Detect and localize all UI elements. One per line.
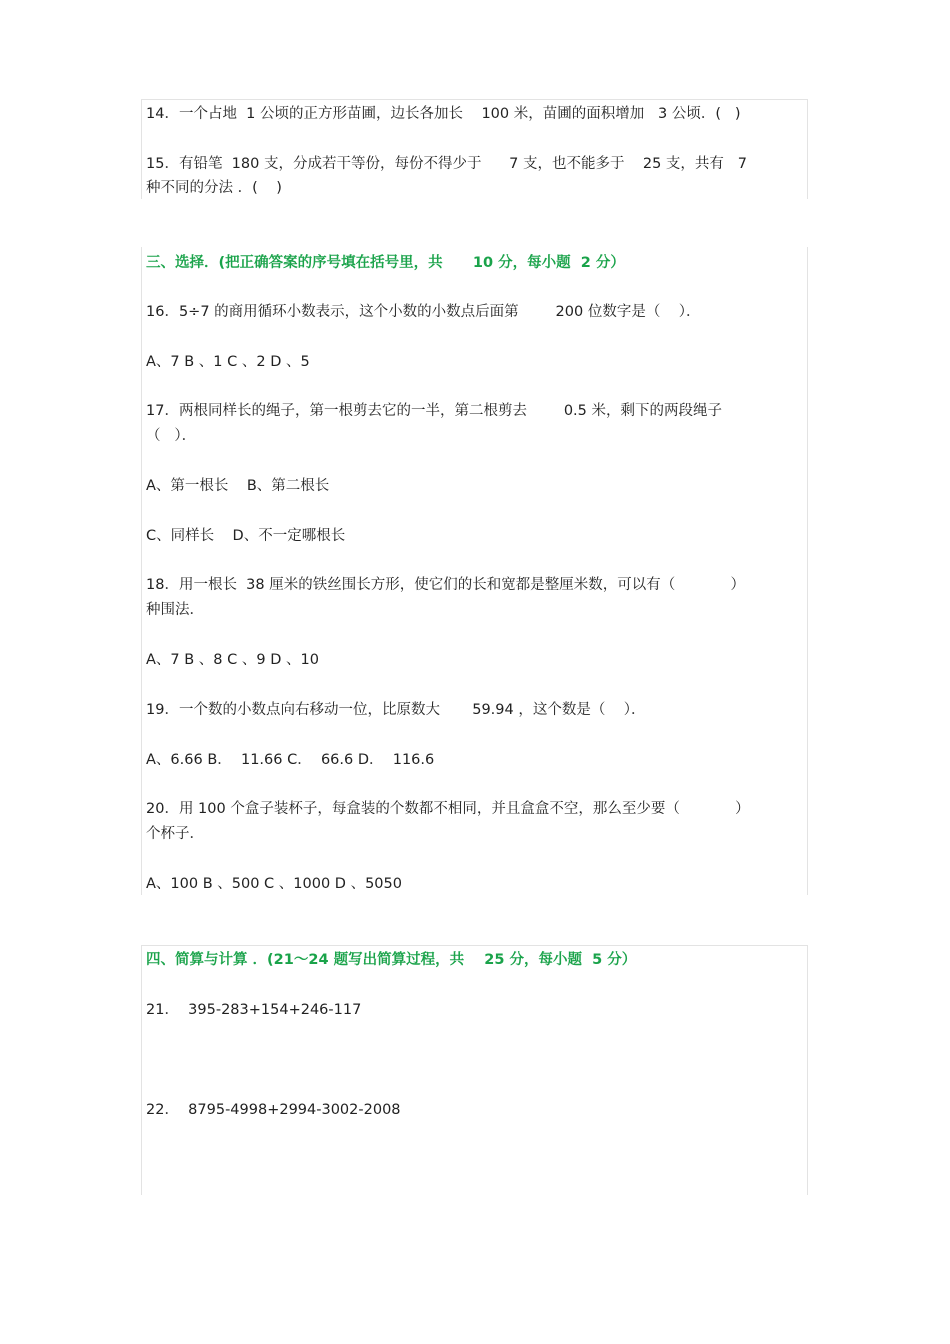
question-18-line-2: 种围法． <box>146 602 204 618</box>
question-18-options: A、7 B 、8 C 、9 D 、10 <box>146 652 319 668</box>
fill-questions-box <box>141 99 808 199</box>
question-17-options-1: A、第一根长 B、第二根长 <box>146 478 330 494</box>
question-17-line-1: 17．两根同样长的绳子，第一根剪去它的一半，第二根剪去 0.5 米，剩下的两段绳子 <box>146 403 722 419</box>
question-17-line-2: （ ）． <box>146 428 197 444</box>
question-14: 14．一个占地 1 公顷的正方形苗圃，边长各加长 100 米，苗圃的面积增加 3 公顷．( ) <box>146 106 741 122</box>
question-16: 16．5÷7 的商用循环小数表示，这个小数的小数点后面第 200 位数字是（ ）． <box>146 304 701 320</box>
question-17-options-2: C、同样长 D、不一定哪根长 <box>146 528 346 544</box>
question-21: 21． 395-283+154+246-117 <box>146 1002 362 1018</box>
question-20-options: A、100 B 、500 C 、1000 D 、5050 <box>146 876 402 892</box>
calc-section-heading: 四、简算与计算 ．(21～24 题写出简算过程，共 25 分，每小题 5 分） <box>146 952 637 968</box>
question-15-line-2: 种不同的分法 ．( ) <box>146 180 282 196</box>
question-15-line-1: 15．有铅笔 180 支，分成若干等份，每份不得少于 7 支，也不能多于 25 支，共有 7 <box>146 156 747 172</box>
question-20-line-2: 个杯子． <box>146 826 204 842</box>
question-20-line-1: 20．用 100 个盒子装杯子，每盒装的个数都不相同，并且盒盒不空，那么至少要（ ） <box>146 801 750 817</box>
choice-section-heading: 三、选择．(把正确答案的序号填在括号里，共 10 分，每小题 2 分） <box>146 255 625 271</box>
question-19: 19．一个数的小数点向右移动一位，比原数大 59.94 ，这个数是（ ）． <box>146 702 646 718</box>
question-19-options: A、6.66 B． 11.66 C． 66.6 D． 116.6 <box>146 752 435 768</box>
question-22: 22． 8795-4998+2994-3002-2008 <box>146 1102 401 1118</box>
calc-section-box <box>141 945 808 1195</box>
question-16-options: A、7 B 、1 C 、2 D 、5 <box>146 354 310 370</box>
question-18-line-1: 18．用一根长 38 厘米的铁丝围长方形，使它们的长和宽都是整厘米数，可以有（ ） <box>146 577 746 593</box>
choice-section-box <box>141 247 808 895</box>
